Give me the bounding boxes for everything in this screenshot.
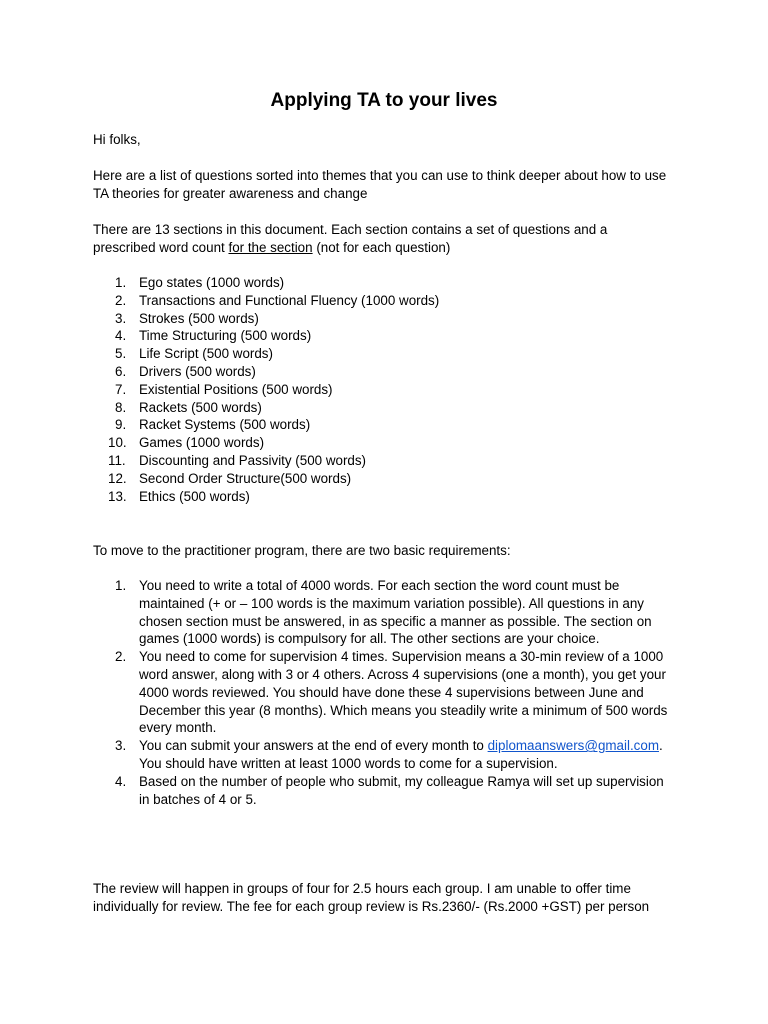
- list-item: [93, 381, 673, 399]
- greeting: Hi folks,: [93, 132, 141, 147]
- requirements-intro: To move to the practitioner program, there are two basic requirements:: [93, 543, 511, 558]
- sections-note-underlined: for the section: [228, 239, 313, 255]
- list-number: 3.: [115, 310, 127, 326]
- list-item-text: Second Order Structure(500 words): [139, 470, 352, 486]
- list-item: [93, 274, 673, 292]
- review-note: The review will happen in groups of four for 2.5 hours each group. I am unable to offer time individually for review. The fee for each group review is Rs.2360/- (Rs.2000 +GST) per person: [93, 881, 650, 914]
- list-item: [93, 310, 673, 328]
- list-number: 1.: [115, 578, 127, 593]
- email-link[interactable]: diplomaanswers@gmail.com: [487, 738, 659, 754]
- requirements-list: [93, 577, 673, 808]
- list-number: 9.: [115, 417, 127, 433]
- list-item: [93, 363, 673, 381]
- list-item: [93, 416, 673, 434]
- list-item-text: Existential Positions (500 words): [139, 381, 333, 397]
- list-item-text: Games (1000 words): [139, 435, 265, 451]
- list-number: 10.: [108, 435, 127, 451]
- list-item-text: Life Script (500 words): [139, 346, 273, 362]
- list-item: [93, 327, 673, 345]
- list-item: [93, 292, 673, 310]
- sections-note-tail: (not for each question): [312, 239, 451, 255]
- sections-note: [93, 221, 673, 257]
- list-item: [93, 773, 673, 809]
- list-number: 7.: [115, 381, 127, 397]
- list-item: [93, 452, 673, 470]
- list-item-text: Based on the number of people who submit, my colleague Ramya will set up supervision in batches of 4 or 5.: [139, 773, 664, 807]
- list-number: 4.: [115, 773, 127, 789]
- list-number: 5.: [115, 346, 127, 362]
- list-item-text: Transactions and Functional Fluency (1000 words): [139, 292, 440, 308]
- list-number: 8.: [115, 399, 127, 415]
- list-number: 6.: [115, 363, 127, 379]
- list-number: 3.: [115, 738, 127, 754]
- list-number: 12.: [108, 470, 127, 486]
- intro-paragraph: Here are a list of questions sorted into themes that you can use to think deeper about how to use TA theories for greater awareness and change: [93, 168, 667, 201]
- list-item-text: Ethics (500 words): [139, 488, 250, 504]
- list-item: [93, 434, 673, 452]
- list-item-text: Drivers (500 words): [139, 363, 256, 379]
- list-item: [93, 470, 673, 488]
- sections-list: [93, 274, 673, 505]
- list-item-text: Strokes (500 words): [139, 310, 259, 326]
- list-item-text: Rackets (500 words): [139, 399, 262, 415]
- sections-note-text: There are 13 sections in this document. Each section contains a set of questions and a prescribed word count: [93, 222, 608, 255]
- list-item: [93, 345, 673, 363]
- list-item: [93, 737, 673, 773]
- list-item-text-tail: . You should have written at least 1000 words to come for a supervision.: [139, 738, 663, 771]
- list-item: [93, 648, 673, 737]
- list-number: 11.: [108, 452, 126, 468]
- list-item-text: Racket Systems (500 words): [139, 417, 311, 433]
- list-number: 1.: [115, 275, 127, 290]
- list-item: [93, 399, 673, 417]
- list-item-text: Discounting and Passivity (500 words): [139, 452, 367, 468]
- list-number: 2.: [115, 292, 127, 308]
- list-item-text: You can submit your answers at the end of every month to: [139, 738, 488, 754]
- list-item: [93, 577, 673, 648]
- list-number: 4.: [115, 328, 127, 344]
- list-item-text: You need to come for supervision 4 times. Supervision means a 30-min review of a 1000 word answer, along with 3 or 4 others. Across 4 supervisions (one a month), you get your 4000 words reviewed. You should have done these 4 supervisions between June and December this year (8 months). Which means you steadily write a minimum of 500 words every month.: [139, 649, 668, 736]
- list-item: [93, 488, 673, 506]
- document-title: Applying TA to your lives: [270, 90, 498, 111]
- list-number: 2.: [115, 649, 127, 665]
- list-item-text: Ego states (1000 words): [139, 275, 285, 290]
- list-item-text: Time Structuring (500 words): [139, 328, 312, 344]
- list-item-text: You need to write a total of 4000 words. For each section the word count must be maintained (+ or – 100 words is the maximum variation possible). All questions in any chosen section must be answered, in as specific a manner as possible. The section on games (1000 words) is compulsory for all. The other sections are your choice.: [139, 578, 652, 647]
- list-number: 13.: [108, 488, 127, 504]
